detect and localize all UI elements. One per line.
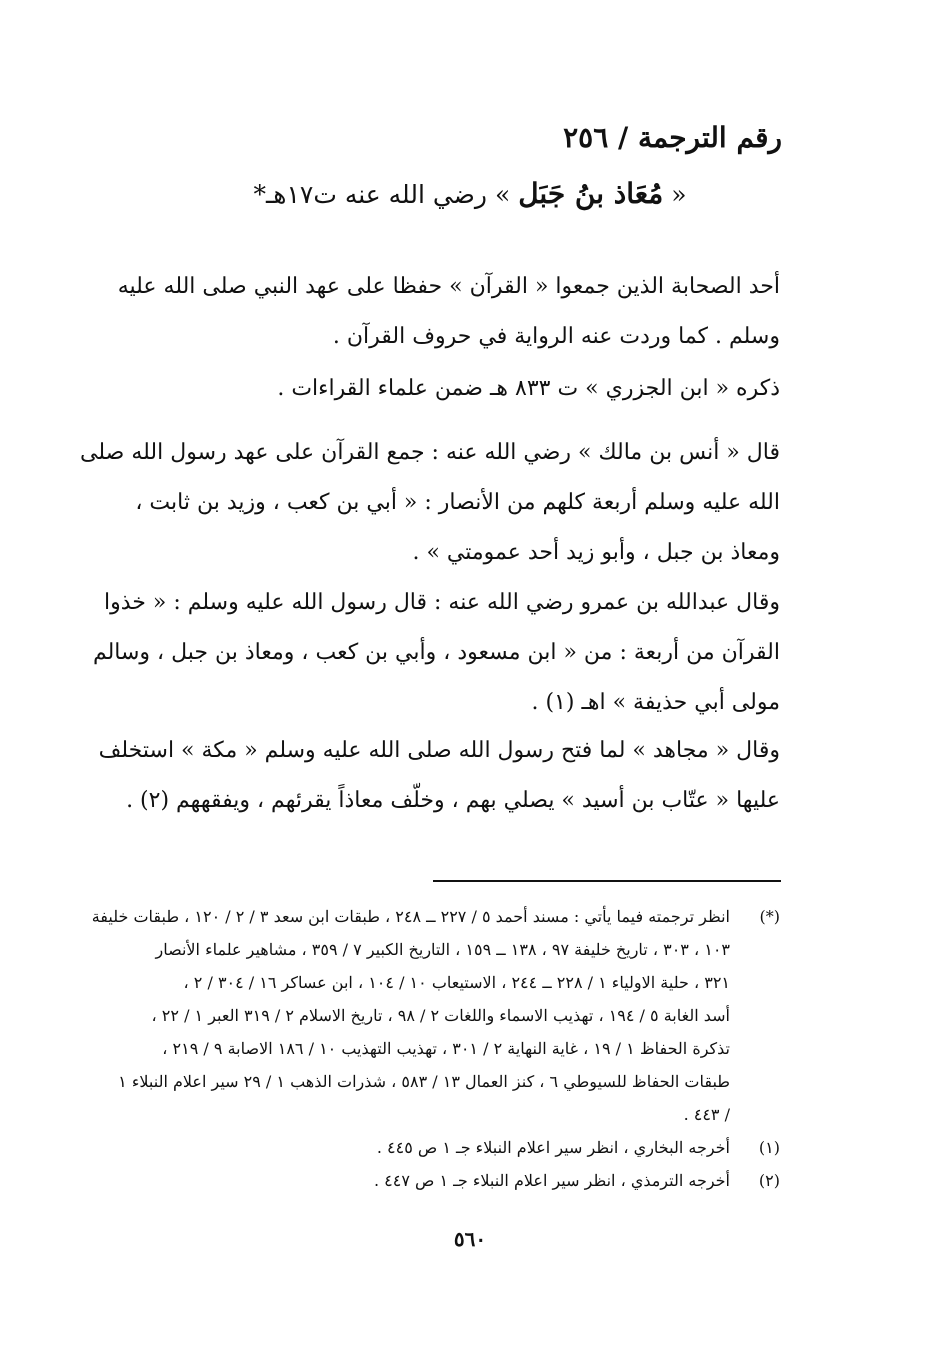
paragraph-2 — [90, 364, 780, 414]
paragraph-line: وقال عبدالله بن عمرو رضي الله عنه : قال رسول الله عليه وسلم : « خذوا — [103, 590, 780, 615]
footnote-line: تذكرة الحفاظ ١ / ١٩ ، غاية النهاية ٢ / ٣٠١ ، تهذيب التهذيب ١٠ / ١٨٦ الاصابة ٩ / ٢١٩ ، — [162, 1039, 730, 1058]
footnote-body — [80, 1164, 730, 1197]
entry-number-heading: رقم الترجمة / ٢٥٦ — [563, 121, 782, 154]
paragraph-line: القرآن من أربعة : من « ابن مسعود ، وأبي بن كعب ، ومعاذ بن جبل ، وسالم — [92, 640, 780, 665]
paragraph-line: مولى أبي حذيفة » اهـ (١) . — [531, 690, 780, 715]
footnote-line: انظر ترجمته فيما يأتي : مسند أحمد ٥ / ٢٢٧ ــ ٢٤٨ ، طبقات ابن سعد ٣ / ٢ / ١٢٠ ، طبقات خليفة — [91, 907, 730, 926]
footnote-line: / ٤٤٣ . — [683, 1105, 730, 1124]
footnote-marker: (١) — [758, 1138, 780, 1157]
footnote-star — [80, 900, 780, 1131]
footnote-marker: (٢) — [758, 1171, 780, 1190]
paragraph-line: وقال « مجاهد » لما فتح رسول الله صلى الله عليه وسلم « مكة » استخلف — [98, 738, 780, 763]
paragraph-3 — [80, 428, 780, 578]
title-name: مُعَاذ بنُ جَبَل — [518, 177, 664, 210]
title-close-quote: » — [494, 180, 511, 209]
footnote-body — [80, 1131, 730, 1164]
footnote-line: أخرجه الترمذي ، انظر سير اعلام النبلاء جـ ١ ص ٤٤٧ . — [374, 1171, 730, 1190]
footnote-2 — [80, 1164, 780, 1197]
paragraph-line: ذكره « ابن الجزري » ت ٨٣٣ هـ ضمن علماء القراءات . — [277, 376, 780, 401]
title-suffix: رضي الله عنه ت١٧هـ* — [253, 180, 487, 209]
paragraph-4 — [90, 578, 780, 728]
footnote-line: أخرجه البخاري ، انظر سير اعلام النبلاء جـ ١ ص ٤٤٥ . — [376, 1138, 730, 1157]
footnotes — [80, 900, 780, 1197]
paragraph-line: وسلم . كما وردت عنه الرواية في حروف القرآن . — [332, 324, 780, 349]
footnote-line: ٣٢١ ، حلية الاولياء ١ / ٢٢٨ ــ ٢٤٤ ، الاستيعاب ١٠ / ١٠٤ ، ابن عساكر ١٦ / ٣٠٤ / ٢ ، — [183, 973, 730, 992]
paragraph-5 — [90, 726, 780, 826]
entry-title — [0, 172, 940, 217]
footnote-separator — [433, 880, 781, 882]
page-number: ٥٦٠ — [453, 1227, 487, 1251]
paragraph-line: عليها « عتّاب بن أسيد » يصلي بهم ، وخلّف معاذاً يقرئهم ، ويفقههم (٢) . — [126, 788, 780, 813]
paragraph-line: قال « أنس بن مالك » رضي الله عنه : جمع القرآن على عهد رسول الله صلى — [80, 440, 780, 465]
footnote-line: ١٠٣ ، ٣٠٣ ، تاريخ خليفة ٩٧ ، ١٣٨ ــ ١٥٩ ، التاريخ الكبير ٧ / ٣٥٩ ، مشاهير علماء الأنصار — [155, 940, 730, 959]
paragraph-line: ومعاذ بن جبل ، وأبو زيد أحد عمومتي » . — [412, 540, 780, 565]
footnote-1 — [80, 1131, 780, 1164]
footnote-marker: (*) — [759, 907, 780, 926]
paragraph-line: أحد الصحابة الذين جمعوا « القرآن » حفظا على عهد النبي صلى الله عليه — [117, 274, 780, 299]
paragraph-line: الله عليه وسلم أربعة كلهم من الأنصار : « أبي بن كعب ، وزيد بن ثابت ، — [135, 490, 780, 515]
paragraph-1 — [90, 262, 780, 362]
footnote-line: أسد الغابة ٥ / ١٩٤ ، تهذيب الاسماء واللغات ٢ / ٩٨ ، تاريخ الاسلام ٢ / ٣١٩ العبر ١ / ٢٢ ، — [151, 1006, 730, 1025]
footnote-body — [80, 900, 730, 1131]
footnote-line: طبقات الحفاظ للسيوطي ٦ ، كنز العمال ١٣ / ٥٨٣ ، شذرات الذهب ١ / ٢٩ سير اعلام النبلاء ١ — [118, 1072, 730, 1091]
title-open-quote: « — [671, 180, 687, 209]
